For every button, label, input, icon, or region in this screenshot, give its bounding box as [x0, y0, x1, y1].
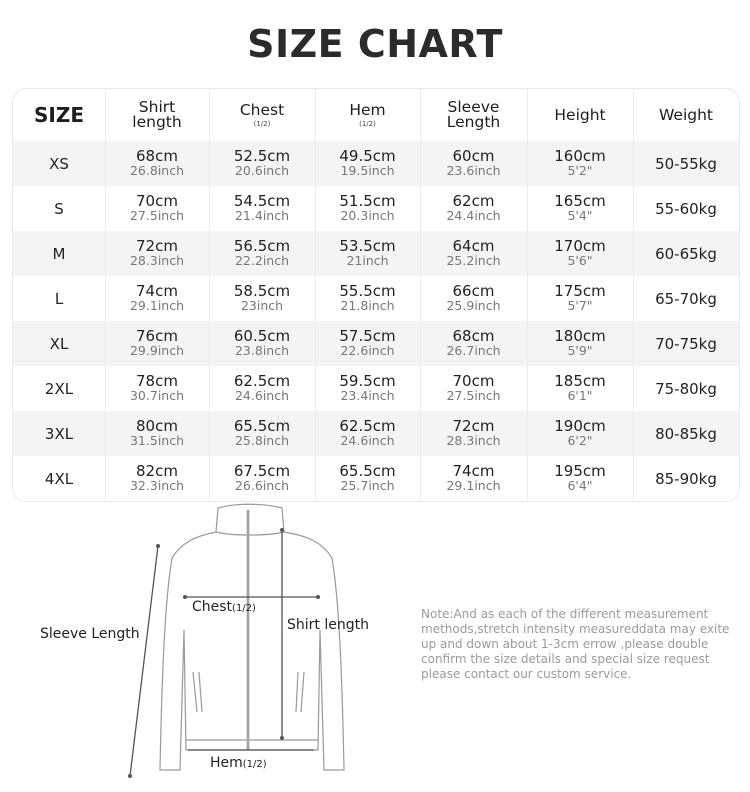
shirt-in-value: 27.5inch — [129, 208, 185, 223]
hem-cm-value: 51.5cm — [339, 192, 396, 210]
weight-value: 55-60kg — [655, 199, 717, 218]
height-cm-value: 180cm — [554, 327, 606, 345]
chest-cell — [209, 141, 315, 186]
size-value: S — [54, 199, 64, 218]
jacket-diagram — [0, 500, 750, 792]
sleeve-length-label: Sleeve Length — [40, 626, 140, 642]
weight-cell — [633, 321, 739, 366]
header-shirt-length: Shirt length — [132, 98, 182, 131]
sleeve-in-value: 24.4inch — [446, 208, 501, 223]
sleeve-in-value: 23.6inch — [446, 163, 501, 178]
chest-label: Chest(1/2) — [192, 599, 256, 615]
header-hem: Hem (1/2) — [349, 100, 386, 128]
header-chest: Chest (1/2) — [239, 100, 285, 128]
table-row — [13, 411, 739, 456]
chest-cell — [209, 321, 315, 366]
shirt-cm-value: 74cm — [136, 282, 178, 300]
shirt-in-value: 29.1inch — [129, 298, 185, 313]
chest-cm-value: 54.5cm — [233, 192, 291, 210]
shirt-length-label: Shirt length — [287, 617, 369, 633]
hem-cell — [315, 366, 420, 411]
chest-cell — [209, 411, 315, 456]
sleeve-length-cell — [420, 276, 527, 321]
shirt-cm-value: 76cm — [136, 327, 178, 345]
chest-in-value: 22.2inch — [234, 253, 290, 268]
weight-value: 85-90kg — [655, 469, 717, 488]
chest-cm-value: 67.5cm — [233, 462, 291, 480]
header-sleeve-length: Sleeve Length — [446, 98, 501, 131]
size-cell — [13, 366, 105, 411]
weight-value: 60-65kg — [655, 244, 717, 263]
hem-in-value: 21inch — [346, 253, 389, 268]
weight-value: 65-70kg — [655, 289, 717, 308]
height-ft-value: 5'7" — [567, 298, 593, 313]
shirt-cm-value: 70cm — [136, 192, 178, 210]
hem-in-value: 22.6inch — [340, 343, 395, 358]
sleeve-cm-value: 60cm — [452, 147, 495, 165]
size-value: 4XL — [44, 469, 74, 488]
weight-cell — [633, 276, 739, 321]
height-cm-value: 190cm — [554, 417, 606, 435]
weight-value: 70-75kg — [655, 334, 717, 353]
height-ft-value: 6'1" — [567, 388, 593, 403]
hem-cell — [315, 276, 420, 321]
hem-cm-value: 49.5cm — [339, 147, 396, 165]
size-table — [12, 88, 740, 502]
size-value: 3XL — [44, 424, 74, 443]
sleeve-cm-value: 62cm — [452, 192, 495, 210]
size-value: L — [54, 289, 64, 308]
chest-in-value: 25.8inch — [234, 433, 290, 448]
hem-in-value: 24.6inch — [340, 433, 395, 448]
size-value: 2XL — [44, 379, 74, 398]
height-ft-value: 5'2" — [567, 163, 593, 178]
sleeve-cm-value: 64cm — [452, 237, 495, 255]
sleeve-cm-value: 68cm — [452, 327, 495, 345]
weight-value: 75-80kg — [655, 379, 717, 398]
shirt-length-cell — [105, 366, 209, 411]
size-cell — [13, 276, 105, 321]
hem-cell — [315, 231, 420, 276]
size-cell — [13, 411, 105, 456]
sleeve-in-value: 26.7inch — [446, 343, 501, 358]
hem-in-value: 21.8inch — [340, 298, 395, 313]
height-cm-value: 165cm — [554, 192, 606, 210]
shirt-in-value: 29.9inch — [129, 343, 185, 358]
measurement-note: Note:And as each of the different measurement methods,stretch intensity measureddata may exite up and down about 1-3cm errow ,please double confirm the size details and special size request please contact our custom service. — [421, 607, 730, 681]
hem-cm-value: 55.5cm — [339, 282, 396, 300]
weight-cell — [633, 186, 739, 231]
chest-cm-value: 62.5cm — [233, 372, 291, 390]
weight-value: 80-85kg — [655, 424, 717, 443]
hem-cm-value: 62.5cm — [339, 417, 396, 435]
sleeve-length-cell — [420, 411, 527, 456]
sleeve-in-value: 25.9inch — [446, 298, 501, 313]
hem-in-value: 25.7inch — [340, 478, 395, 493]
hem-label: Hem(1/2) — [210, 755, 267, 771]
shirt-in-value: 31.5inch — [129, 433, 185, 448]
hem-cm-value: 65.5cm — [339, 462, 396, 480]
shirt-length-cell — [105, 141, 209, 186]
chest-cell — [209, 186, 315, 231]
sleeve-length-cell — [420, 141, 527, 186]
table-row — [13, 276, 739, 321]
weight-cell — [633, 231, 739, 276]
chest-cm-value: 58.5cm — [233, 282, 291, 300]
height-cell — [527, 411, 633, 456]
chest-cell — [209, 276, 315, 321]
hem-in-value: 19.5inch — [340, 163, 395, 178]
table-row — [13, 231, 739, 276]
table-row — [13, 186, 739, 231]
header-size: SIZE — [33, 103, 84, 127]
sleeve-cm-value: 74cm — [452, 462, 495, 480]
table-row — [13, 141, 739, 186]
height-cm-value: 170cm — [554, 237, 606, 255]
hem-cell — [315, 456, 420, 501]
size-cell — [13, 141, 105, 186]
header-height: Height — [554, 105, 606, 124]
sleeve-in-value: 29.1inch — [446, 478, 501, 493]
table-row — [13, 366, 739, 411]
shirt-length-cell — [105, 276, 209, 321]
size-cell — [13, 321, 105, 366]
hem-cell — [315, 411, 420, 456]
weight-value: 50-55kg — [655, 154, 717, 173]
header-weight: Weight — [658, 105, 713, 124]
hem-cell — [315, 321, 420, 366]
height-ft-value: 5'9" — [567, 343, 593, 358]
sleeve-in-value: 27.5inch — [446, 388, 501, 403]
shirt-cm-value: 72cm — [136, 237, 178, 255]
hem-cm-value: 59.5cm — [339, 372, 396, 390]
shirt-cm-value: 80cm — [136, 417, 178, 435]
size-cell — [13, 186, 105, 231]
shirt-in-value: 32.3inch — [129, 478, 185, 493]
weight-cell — [633, 456, 739, 501]
chest-in-value: 26.6inch — [234, 478, 290, 493]
size-cell — [13, 231, 105, 276]
height-ft-value: 5'4" — [567, 208, 593, 223]
hem-in-value: 23.4inch — [340, 388, 395, 403]
weight-cell — [633, 411, 739, 456]
height-cm-value: 195cm — [554, 462, 606, 480]
chest-cell — [209, 366, 315, 411]
shirt-cm-value: 78cm — [136, 372, 178, 390]
height-cell — [527, 366, 633, 411]
chest-in-value: 20.6inch — [234, 163, 290, 178]
table-row — [13, 456, 739, 501]
sleeve-cm-value: 70cm — [452, 372, 495, 390]
shirt-length-cell — [105, 186, 209, 231]
chest-cm-value: 56.5cm — [233, 237, 291, 255]
page-title: SIZE CHART — [247, 22, 503, 66]
size-value: M — [52, 244, 66, 263]
shirt-length-cell — [105, 231, 209, 276]
hem-cm-value: 53.5cm — [339, 237, 396, 255]
chest-in-value: 23.8inch — [234, 343, 290, 358]
weight-cell — [633, 366, 739, 411]
chest-cm-value: 65.5cm — [233, 417, 291, 435]
chest-cell — [209, 456, 315, 501]
hem-cm-value: 57.5cm — [339, 327, 396, 345]
height-cell — [527, 231, 633, 276]
chest-cm-value: 60.5cm — [233, 327, 291, 345]
size-cell — [13, 456, 105, 501]
shirt-cm-value: 82cm — [136, 462, 178, 480]
sleeve-cm-value: 72cm — [452, 417, 495, 435]
shirt-length-cell — [105, 411, 209, 456]
shirt-length-cell — [105, 321, 209, 366]
sleeve-in-value: 28.3inch — [446, 433, 501, 448]
sleeve-in-value: 25.2inch — [446, 253, 501, 268]
shirt-length-cell — [105, 456, 209, 501]
chest-cell — [209, 231, 315, 276]
size-value: XS — [49, 154, 69, 173]
hem-cell — [315, 141, 420, 186]
height-ft-value: 6'2" — [567, 433, 593, 448]
sleeve-length-cell — [420, 321, 527, 366]
height-cell — [527, 456, 633, 501]
table-header-row — [13, 89, 739, 141]
chest-in-value: 24.6inch — [234, 388, 290, 403]
height-cell — [527, 321, 633, 366]
height-cm-value: 160cm — [554, 147, 606, 165]
table-row — [13, 321, 739, 366]
chest-in-value: 21.4inch — [234, 208, 290, 223]
height-cm-value: 185cm — [554, 372, 606, 390]
sleeve-length-cell — [420, 456, 527, 501]
hem-in-value: 20.3inch — [340, 208, 395, 223]
height-ft-value: 6'4" — [567, 478, 593, 493]
hem-cell — [315, 186, 420, 231]
shirt-in-value: 28.3inch — [129, 253, 185, 268]
height-cm-value: 175cm — [554, 282, 606, 300]
weight-cell — [633, 141, 739, 186]
shirt-in-value: 26.8inch — [129, 163, 185, 178]
sleeve-length-cell — [420, 231, 527, 276]
chest-cm-value: 52.5cm — [233, 147, 291, 165]
chest-in-value: 23inch — [240, 298, 284, 313]
sleeve-length-cell — [420, 186, 527, 231]
shirt-cm-value: 68cm — [136, 147, 178, 165]
sleeve-length-cell — [420, 366, 527, 411]
height-cell — [527, 276, 633, 321]
height-cell — [527, 141, 633, 186]
height-ft-value: 5'6" — [567, 253, 593, 268]
height-cell — [527, 186, 633, 231]
shirt-in-value: 30.7inch — [129, 388, 185, 403]
sleeve-cm-value: 66cm — [452, 282, 495, 300]
size-value: XL — [49, 334, 69, 353]
